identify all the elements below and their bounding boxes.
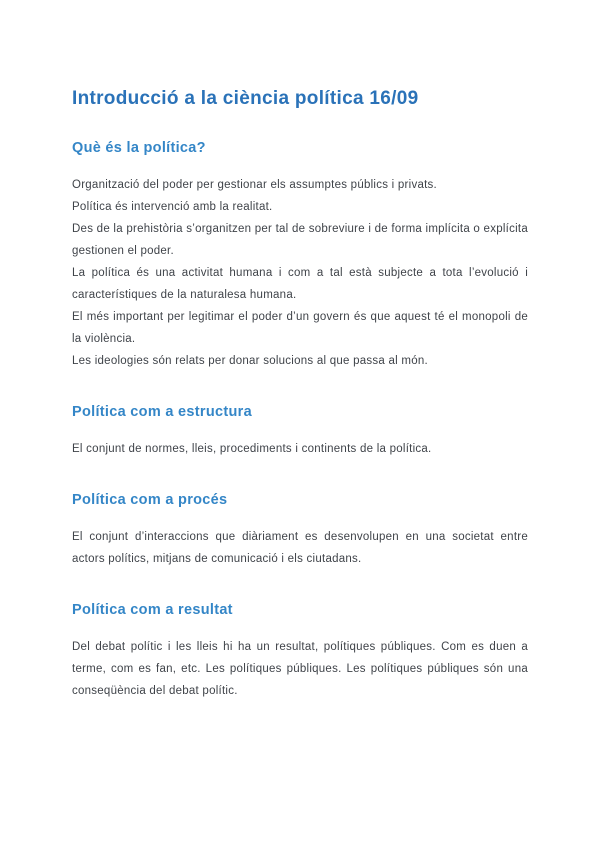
paragraph: El conjunt d’interaccions que diàriament es desenvolupen en una societat entre actors polítics, mitjans de comunicació i els ciutadans. — [72, 531, 528, 565]
section-que-es-la-politica — [72, 138, 528, 372]
paragraph: El més important per legitimar el poder d’un govern és que aquest té el monopoli de la violència. — [72, 311, 528, 345]
section-heading: Què és la política? — [72, 140, 206, 156]
paragraph: Des de la prehistòria s’organitzen per tal de sobreviure i de forma implícita o explícita gestionen el poder. — [72, 223, 528, 257]
paragraph: Organització del poder per gestionar els assumptes públics i privats. — [72, 179, 437, 191]
paragraph: Del debat polític i les lleis hi ha un resultat, polítiques públiques. Com es duen a terme, com es fan, etc. Les polítiques públiques. Les polítiques públiques són una conseqüència del debat polític. — [72, 641, 528, 697]
section-heading: Política com a resultat — [72, 602, 233, 618]
paragraph: La política és una activitat humana i com a tal està subjecte a tota l’evolució i característiques de la naturalesa humana. — [72, 267, 528, 301]
paragraph: Les ideologies són relats per donar solucions al que passa al món. — [72, 355, 428, 367]
section-heading: Política com a procés — [72, 492, 228, 508]
section-politica-com-a-resultat — [72, 600, 528, 702]
section-politica-com-a-proces — [72, 490, 528, 570]
section-heading: Política com a estructura — [72, 404, 252, 420]
document-title: Introducció a la ciència política 16/09 — [72, 88, 419, 109]
paragraph: El conjunt de normes, lleis, procediments i continents de la política. — [72, 443, 432, 455]
paragraph: Política és intervenció amb la realitat. — [72, 201, 273, 213]
section-politica-com-a-estructura — [72, 402, 528, 460]
